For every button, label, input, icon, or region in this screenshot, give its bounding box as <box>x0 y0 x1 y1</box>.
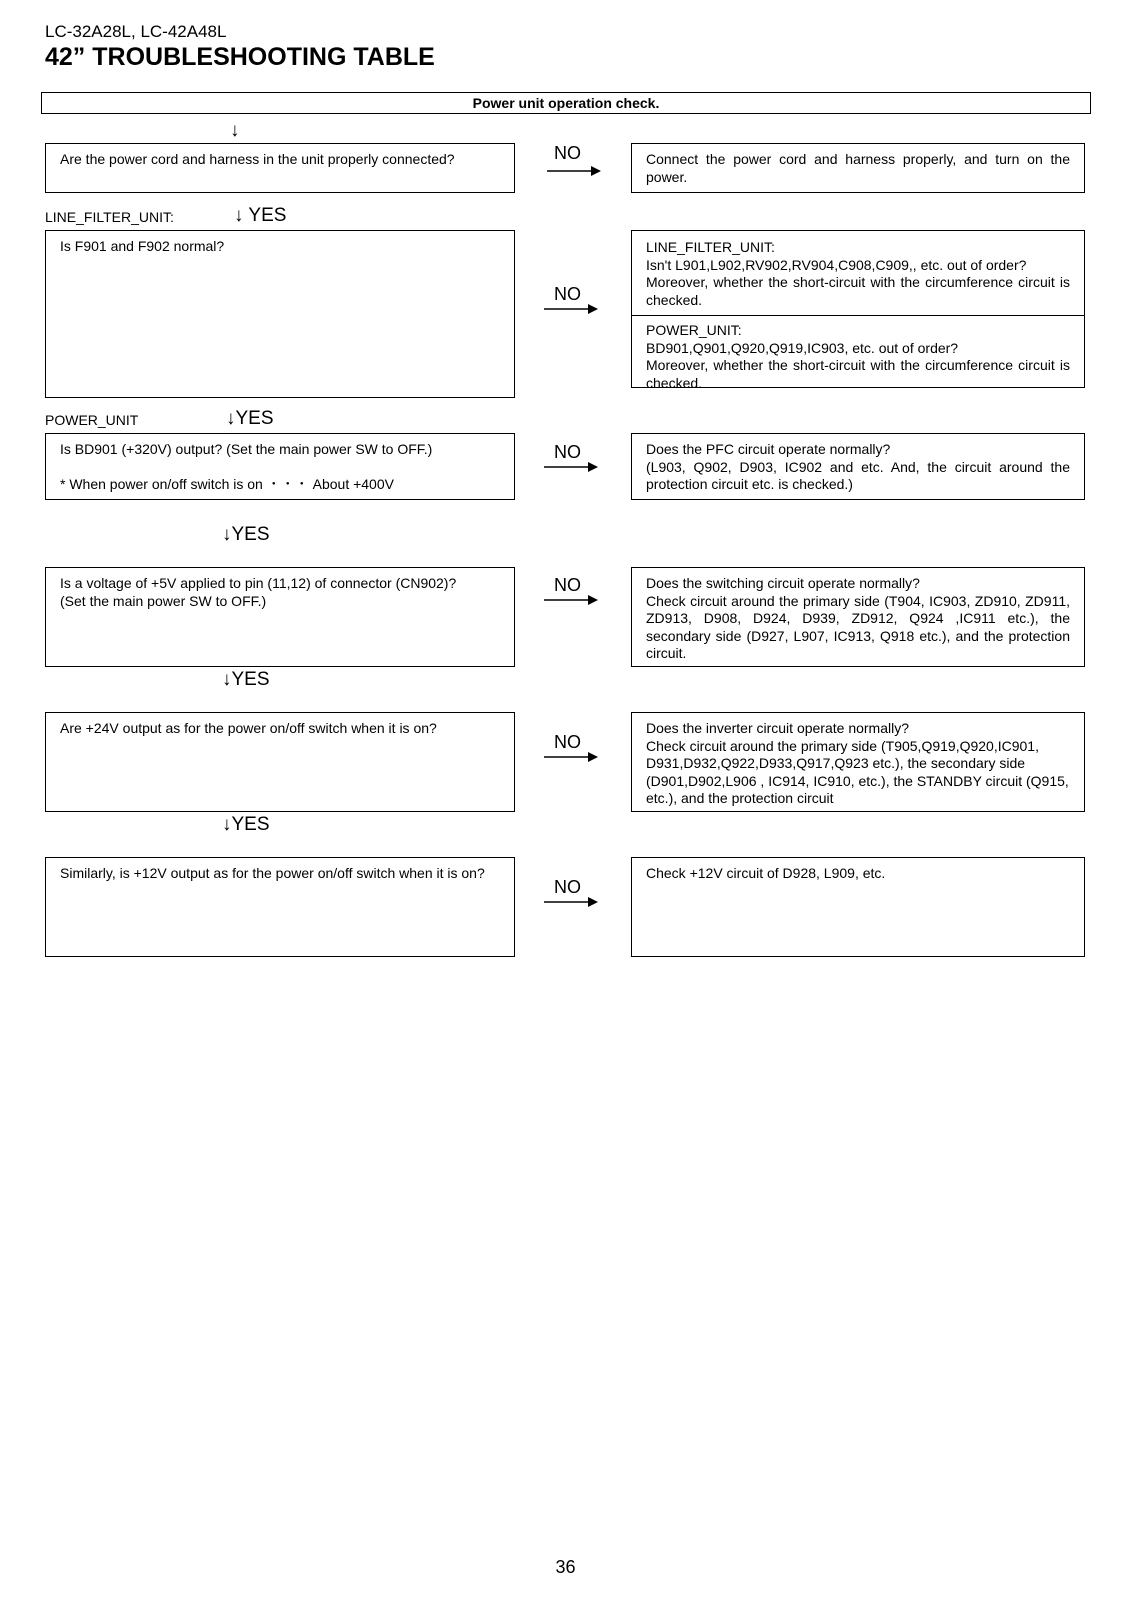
action-text: LINE_FILTER_UNIT: <box>646 239 775 255</box>
page-number: 36 <box>555 1557 576 1577</box>
question-text: Is BD901 (+320V) output? (Set the main power SW to OFF.) <box>60 441 433 457</box>
action-box-pfc <box>631 433 1085 500</box>
action-text: Does the PFC circuit operate normally? <box>646 441 891 457</box>
no-label: NO <box>554 877 581 897</box>
question-text: (Set the main power SW to OFF.) <box>60 592 267 609</box>
question-box-12v <box>45 857 515 957</box>
section-banner: Power unit operation check. <box>41 92 1091 114</box>
action-box-line-filter-power-unit <box>631 230 1085 391</box>
right-arrow-icon <box>544 303 600 315</box>
no-label: NO <box>554 143 581 163</box>
question-box-bd901 <box>45 433 515 500</box>
action-text: Moreover, whether the short-circuit with the circumference circuit is checked. <box>646 357 1070 391</box>
action-text: POWER_UNIT: <box>646 322 742 338</box>
power-unit-label: POWER_UNIT <box>45 412 139 428</box>
right-arrow-icon <box>544 461 600 473</box>
right-arrow-icon <box>547 165 603 177</box>
right-arrow-icon <box>544 896 600 908</box>
action-box-connect-cord <box>631 143 1085 193</box>
action-text: Connect the power cord and harness properly, and turn on the power. <box>646 151 1070 185</box>
yes-down-arrow: ↓ YES <box>234 205 287 226</box>
action-text: Check +12V circuit of D928, L909, etc. <box>646 865 886 881</box>
action-box-inverter <box>631 712 1085 812</box>
line-filter-label: LINE_FILTER_UNIT: <box>45 209 174 225</box>
no-label: NO <box>554 732 581 752</box>
question-box-power-cord <box>45 143 515 193</box>
action-text: BD901,Q901,Q920,Q919,IC903, etc. out of order? <box>646 339 959 356</box>
yes-down-arrow: ↓YES <box>222 814 270 835</box>
action-text: Check circuit around the primary side (T904, IC903, ZD910, ZD911, ZD913, D908, D924, D939, ZD912, Q924 ,IC911 etc.), the secondary side (D927, L907, IC913, Q918 etc.), and the protection circuit. <box>646 592 1070 661</box>
action-text: Moreover, whether the short-circuit with the circumference circuit is checked. <box>646 274 1070 308</box>
yes-down-arrow: ↓YES <box>222 669 270 690</box>
right-arrow-icon <box>544 751 600 763</box>
inner-divider <box>632 315 1084 316</box>
question-box-5v <box>45 567 515 667</box>
question-text: Is F901 and F902 normal? <box>60 238 225 254</box>
question-text: Is a voltage of +5V applied to pin (11,12) of connector (CN902)? <box>60 575 457 591</box>
no-label: NO <box>554 575 581 595</box>
action-text: Isn't L901,L902,RV902,RV904,C908,C909,, etc. out of order? <box>646 256 1027 273</box>
start-down-arrow: ↓ <box>230 120 240 141</box>
question-box-24v <box>45 712 515 812</box>
yes-down-arrow: ↓YES <box>226 408 274 429</box>
no-label: NO <box>554 442 581 462</box>
question-note: * When power on/off switch is on ・・・ About +400V <box>60 475 394 492</box>
right-arrow-icon <box>544 594 600 606</box>
page-title: 42” TROUBLESHOOTING TABLE <box>45 43 435 71</box>
question-text: Are +24V output as for the power on/off switch when it is on? <box>60 720 437 736</box>
question-box-fuses <box>45 230 515 398</box>
action-box-switching <box>631 567 1085 667</box>
no-label: NO <box>554 284 581 304</box>
yes-down-arrow: ↓YES <box>222 524 270 545</box>
action-box-12v-circuit <box>631 857 1085 957</box>
action-text: Check circuit around the primary side (T905,Q919,Q920,IC901, D931,D932,Q922,D933,Q917,Q923 etc.), the secondary side (D901,D902,L906 , IC914, IC910, etc.), the STANDBY circuit (Q915, etc.), and the protection circuit <box>646 737 1069 806</box>
action-text: (L903, Q902, D903, IC902 and etc. And, the circuit around the protection circuit etc. is checked.) <box>646 458 1070 492</box>
action-text: Does the inverter circuit operate normally? <box>646 720 910 736</box>
model-number: LC-32A28L, LC-42A48L <box>45 22 227 41</box>
action-text: Does the switching circuit operate normally? <box>646 575 920 591</box>
question-text: Are the power cord and harness in the unit properly connected? <box>60 151 455 167</box>
question-text: Similarly, is +12V output as for the power on/off switch when it is on? <box>60 865 485 881</box>
